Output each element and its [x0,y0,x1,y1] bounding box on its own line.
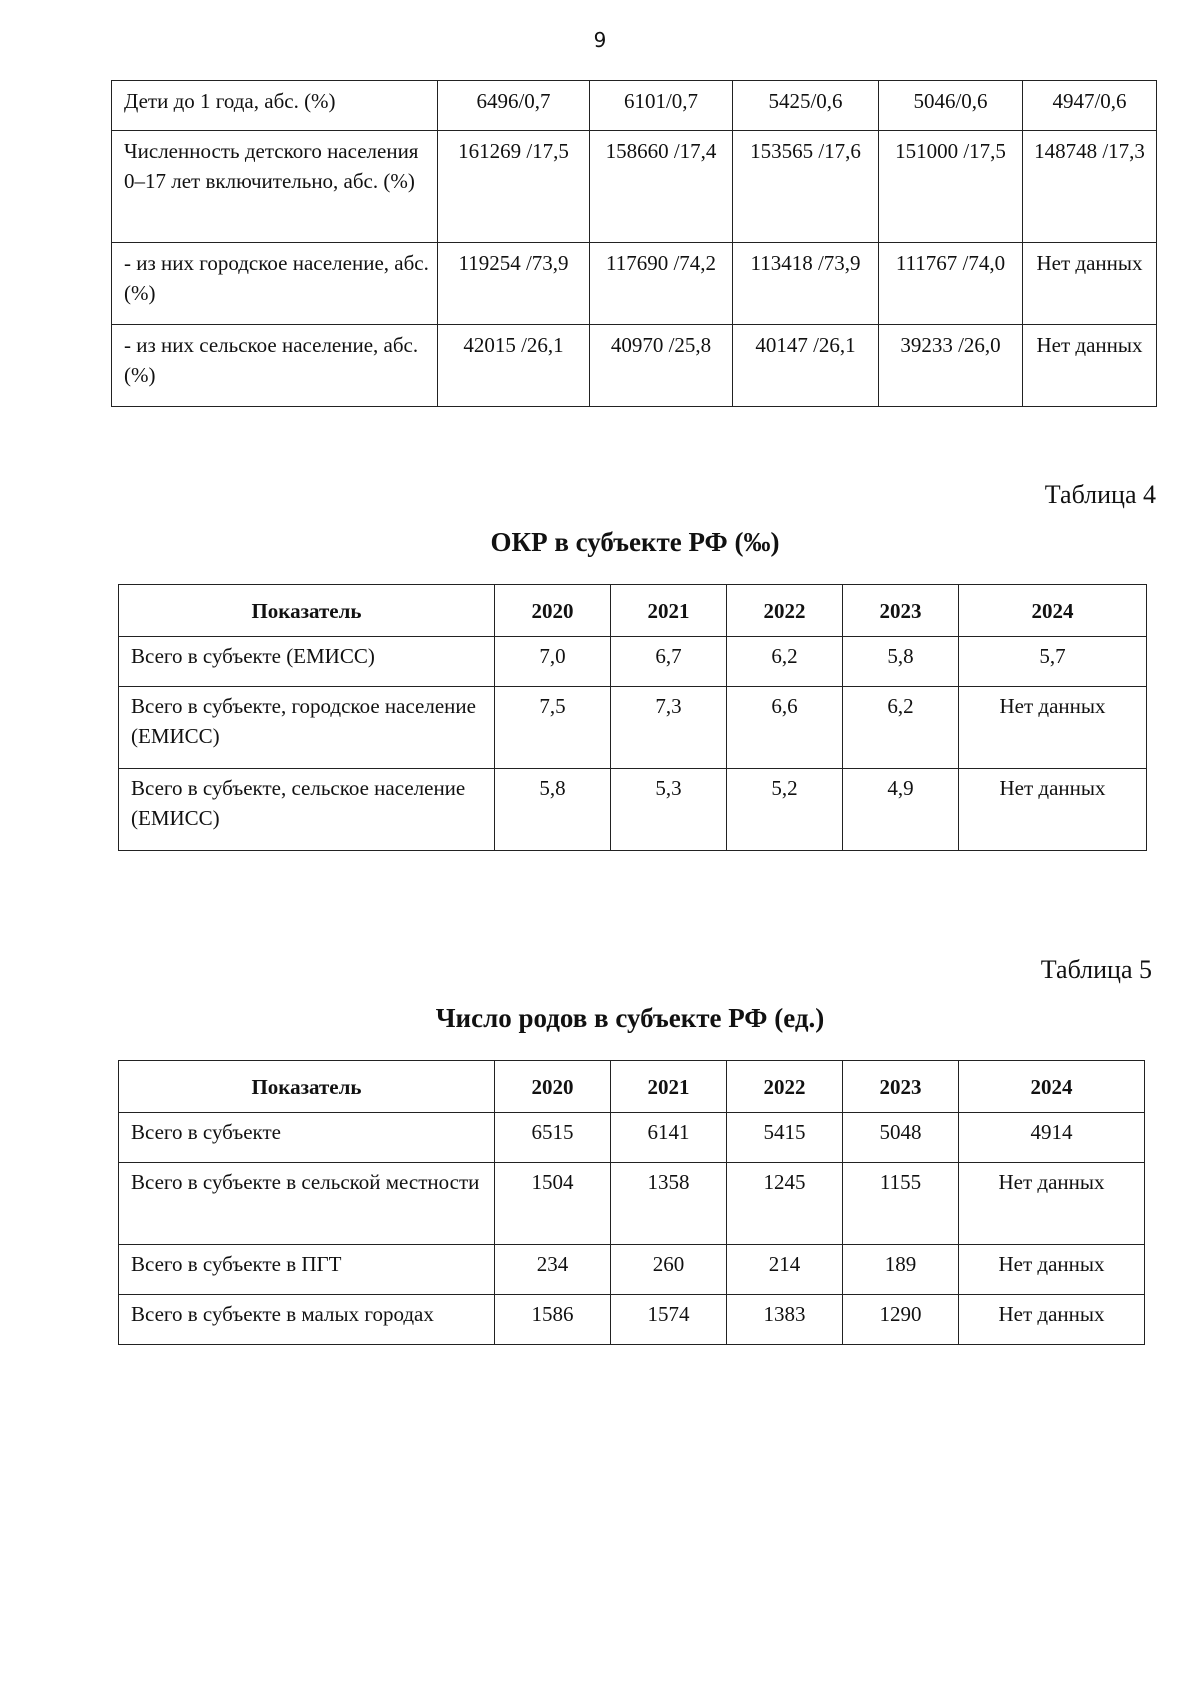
table-cell: 6,2 [843,687,959,769]
table-cell: 7,3 [611,687,727,769]
table-cell: 1383 [727,1295,843,1345]
table-cell: 153565 /17,6 [733,131,879,243]
column-header: 2021 [611,1061,727,1113]
column-header: Показатель [119,1061,495,1113]
table-cell: 4,9 [843,769,959,851]
table-5-label: Таблица 5 [1040,955,1152,984]
table-cell: 234 [495,1245,611,1295]
column-header: 2021 [611,585,727,637]
table-cell: 111767 /74,0 [879,243,1023,325]
table-cell: 113418 /73,9 [733,243,879,325]
column-header: 2023 [843,1061,959,1113]
row-label: Численность детского населения 0–17 лет включительно, абс. (%) [112,131,438,243]
table-4-title: ОКР в субъекте РФ (‰) [490,527,780,557]
row-label: Всего в субъекте, городское население (ЕМИСС) [119,687,495,769]
column-header: 2020 [495,585,611,637]
page-number: 9 [593,28,607,52]
table-cell: Нет данных [959,769,1147,851]
table-cell: 4914 [959,1113,1145,1163]
table-cell: Нет данных [959,687,1147,769]
table-cell: 1245 [727,1163,843,1245]
table-cell: 42015 /26,1 [438,325,590,407]
table-cell: 1358 [611,1163,727,1245]
okr-table [118,584,1147,851]
column-header: 2023 [843,585,959,637]
table-cell: 5,7 [959,637,1147,687]
table-row [119,637,1147,687]
table-header-row [119,1061,1145,1113]
table-cell: 119254 /73,9 [438,243,590,325]
row-label: Всего в субъекте в сельской местности [119,1163,495,1245]
column-header: 2020 [495,1061,611,1113]
table-cell: 6,2 [727,637,843,687]
table-5-title: Число родов в субъекте РФ (ед.) [435,1003,825,1033]
row-label: - из них сельское население, абс. (%) [112,325,438,407]
table-cell: Нет данных [959,1163,1145,1245]
table-cell: 5415 [727,1113,843,1163]
table-row [119,1113,1145,1163]
column-header: Показатель [119,585,495,637]
table-row [112,131,1157,243]
table-cell: 7,5 [495,687,611,769]
table-cell: 5046/0,6 [879,81,1023,131]
table-cell: 5425/0,6 [733,81,879,131]
table-cell: 189 [843,1245,959,1295]
row-label: Всего в субъекте (ЕМИСС) [119,637,495,687]
table-cell: 6141 [611,1113,727,1163]
table-cell: 148748 /17,3 [1023,131,1157,243]
column-header: 2022 [727,1061,843,1113]
table-cell: 158660 /17,4 [590,131,733,243]
table-cell: 1504 [495,1163,611,1245]
row-label: - из них городское население, абс. (%) [112,243,438,325]
table-cell: 1155 [843,1163,959,1245]
table-cell: 6101/0,7 [590,81,733,131]
table-cell: 6496/0,7 [438,81,590,131]
table-row [119,687,1147,769]
table-row [112,325,1157,407]
row-label: Дети до 1 года, абс. (%) [112,81,438,131]
table-cell: 214 [727,1245,843,1295]
table-cell: 40147 /26,1 [733,325,879,407]
table-cell: 1574 [611,1295,727,1345]
births-table [118,1060,1145,1345]
table-cell: 151000 /17,5 [879,131,1023,243]
table-cell: 40970 /25,8 [590,325,733,407]
table-cell: 7,0 [495,637,611,687]
table-cell: 260 [611,1245,727,1295]
table-cell: 6515 [495,1113,611,1163]
table-cell: 6,7 [611,637,727,687]
table-cell: 161269 /17,5 [438,131,590,243]
row-label: Всего в субъекте в ПГТ [119,1245,495,1295]
population-table [111,80,1157,407]
row-label: Всего в субъекте [119,1113,495,1163]
table-cell: 6,6 [727,687,843,769]
table-cell: Нет данных [1023,243,1157,325]
table-cell: 1586 [495,1295,611,1345]
row-label: Всего в субъекте, сельское население (ЕМИСС) [119,769,495,851]
table-cell: 1290 [843,1295,959,1345]
table-row [119,1295,1145,1345]
row-label: Всего в субъекте в малых городах [119,1295,495,1345]
table-cell: 5,8 [843,637,959,687]
table-cell: Нет данных [1023,325,1157,407]
table-cell: Нет данных [959,1245,1145,1295]
table-row [119,1163,1145,1245]
table-row [119,769,1147,851]
column-header: 2022 [727,585,843,637]
column-header: 2024 [959,1061,1145,1113]
table-cell: 5,3 [611,769,727,851]
table-cell: 5,8 [495,769,611,851]
table-cell: 117690 /74,2 [590,243,733,325]
table-row [119,1245,1145,1295]
table-cell: Нет данных [959,1295,1145,1345]
table-row [112,81,1157,131]
column-header: 2024 [959,585,1147,637]
table-4-label: Таблица 4 [1044,480,1156,509]
table-row [112,243,1157,325]
table-cell: 5,2 [727,769,843,851]
table-cell: 4947/0,6 [1023,81,1157,131]
table-header-row [119,585,1147,637]
table-cell: 39233 /26,0 [879,325,1023,407]
table-cell: 5048 [843,1113,959,1163]
